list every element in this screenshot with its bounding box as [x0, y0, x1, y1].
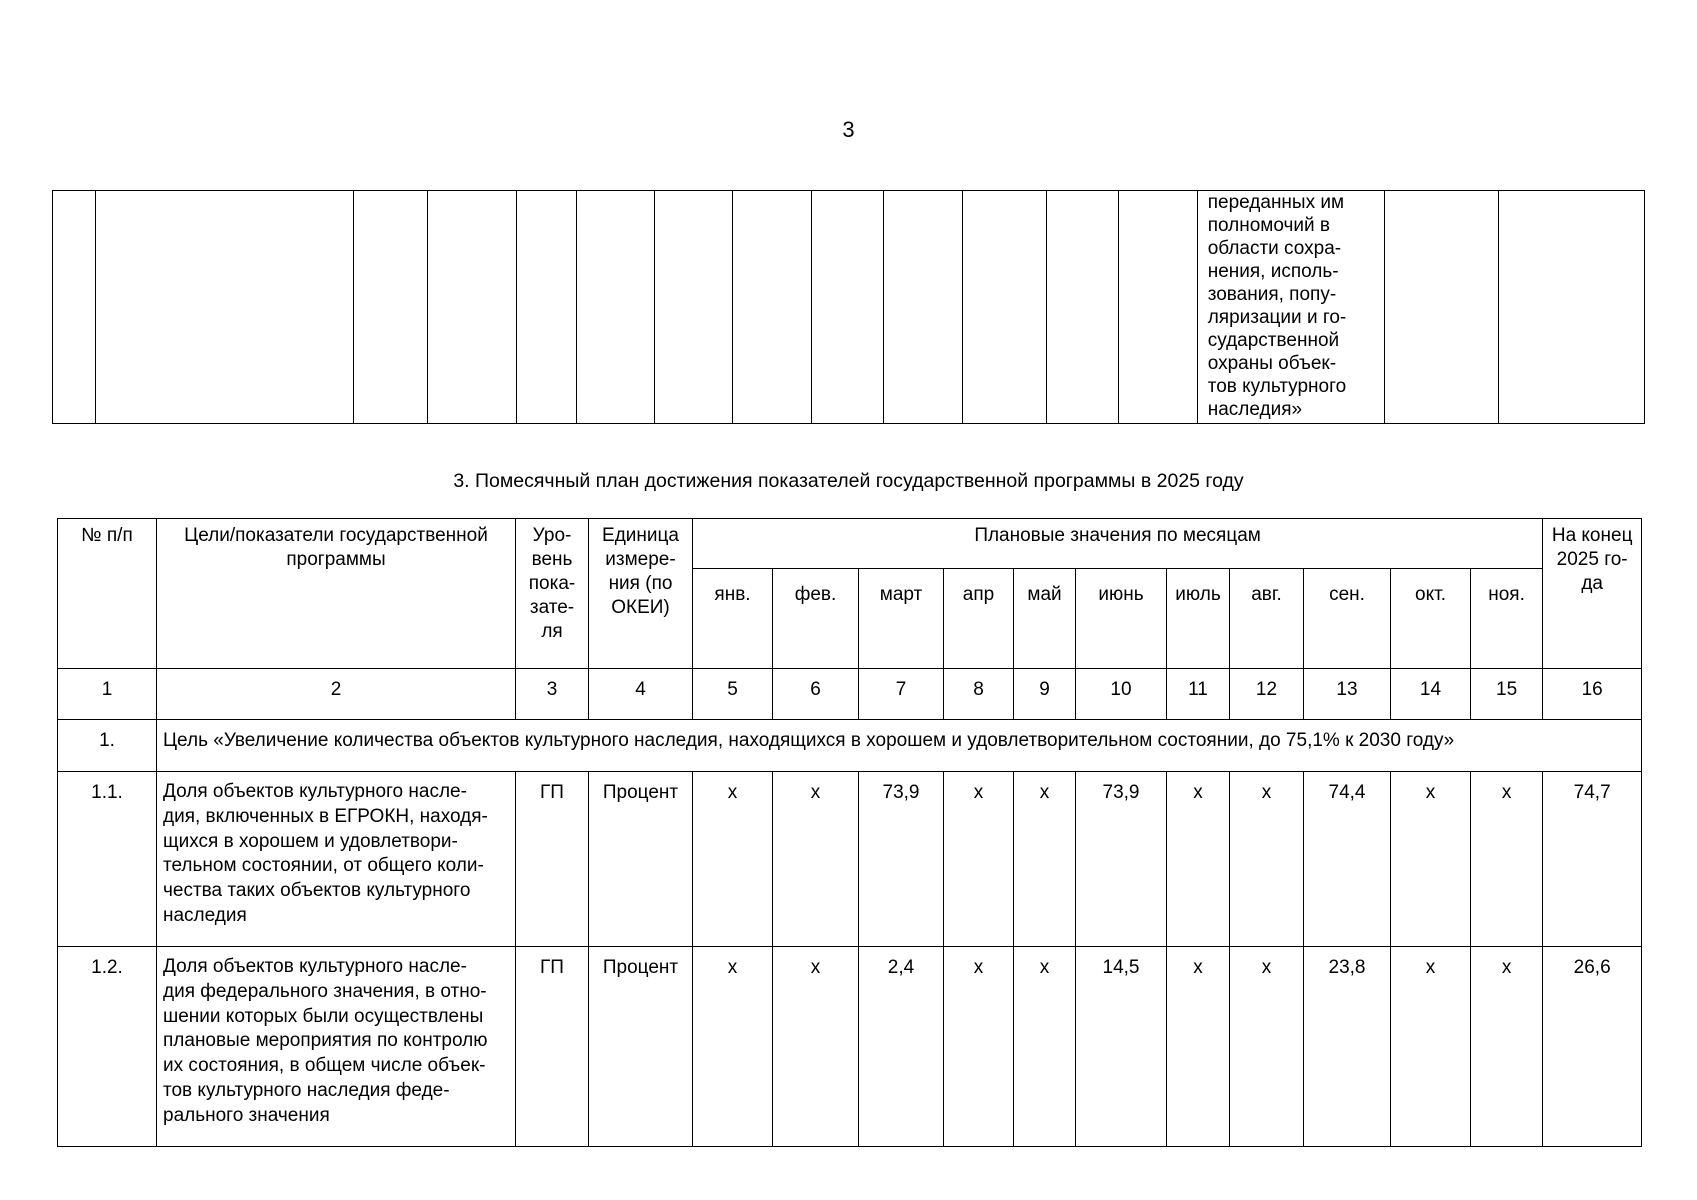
value-end: 74,7	[1543, 772, 1642, 947]
column-number: 10	[1076, 669, 1167, 720]
column-numbers-row	[58, 669, 1642, 720]
column-number: 1	[58, 669, 157, 720]
value-apr: х	[944, 772, 1014, 947]
value-oct: х	[1391, 947, 1471, 1147]
value-feb: х	[773, 947, 859, 1147]
month-jul: июль	[1167, 569, 1230, 669]
indicator-unit: Процент	[589, 772, 693, 947]
column-number: 14	[1391, 669, 1471, 720]
cont-cell	[1047, 191, 1119, 424]
cont-cell	[427, 191, 516, 424]
indicator-level: ГП	[516, 947, 589, 1147]
table-row	[58, 947, 1642, 1147]
month-nov: ноя.	[1471, 569, 1543, 669]
goal-number: 1.	[58, 720, 157, 772]
cont-cell	[732, 191, 811, 424]
goal-text: Цель «Увеличение количества объектов культурного наследия, находящихся в хорошем и удовлетворительном состоянии, до 75,1% к 2030 году»	[157, 720, 1642, 772]
value-jan: х	[693, 772, 773, 947]
header-unit: Единица измере- ния (по ОКЕИ)	[589, 519, 693, 669]
value-may: х	[1014, 772, 1076, 947]
column-number: 9	[1014, 669, 1076, 720]
column-number: 8	[944, 669, 1014, 720]
value-mar: 2,4	[859, 947, 944, 1147]
header-plan: Плановые значения по месяцам	[693, 519, 1543, 569]
row-number: 1.1.	[58, 772, 157, 947]
cont-cell	[53, 191, 96, 424]
goal-row	[58, 720, 1642, 772]
value-jul: х	[1167, 947, 1230, 1147]
value-jun: 14,5	[1076, 947, 1167, 1147]
value-feb: х	[773, 772, 859, 947]
column-number: 11	[1167, 669, 1230, 720]
cont-cell	[1385, 191, 1499, 424]
cont-cell	[517, 191, 577, 424]
header-end: На конец 2025 го- да	[1543, 519, 1642, 669]
column-number: 16	[1543, 669, 1642, 720]
indicator-name: Доля объектов культурного насле- дия федерального значения, в отно- шении которых были осуществлены плановые мероприятия по контролю их состояния, в общем числе объек- тов культурного наследия феде- рального значения	[157, 947, 516, 1147]
indicator-unit: Процент	[589, 947, 693, 1147]
table-row	[58, 772, 1642, 947]
value-aug: х	[1230, 947, 1304, 1147]
value-oct: х	[1391, 772, 1471, 947]
section-title: 3. Помесячный план достижения показателей государственной программы в 2025 году	[453, 470, 1244, 492]
header-goals: Цели/показатели государственной программы	[157, 519, 516, 669]
value-aug: х	[1230, 772, 1304, 947]
column-number: 13	[1304, 669, 1391, 720]
page-number: 3	[842, 117, 855, 142]
month-mar: март	[859, 569, 944, 669]
column-number: 4	[589, 669, 693, 720]
value-jun: 73,9	[1076, 772, 1167, 947]
month-jan: янв.	[693, 569, 773, 669]
value-mar: 73,9	[859, 772, 944, 947]
column-number: 2	[157, 669, 516, 720]
cont-cell	[811, 191, 884, 424]
month-may: май	[1014, 569, 1076, 669]
value-sep: 74,4	[1304, 772, 1391, 947]
column-number: 15	[1471, 669, 1543, 720]
value-jul: х	[1167, 772, 1230, 947]
cont-cell	[1118, 191, 1197, 424]
value-end: 26,6	[1543, 947, 1642, 1147]
value-sep: 23,8	[1304, 947, 1391, 1147]
value-nov: х	[1471, 772, 1543, 947]
indicator-name: Доля объектов культурного насле- дия, включенных в ЕГРОКН, находя- щихся в хорошем и удовлетвори- тельном состоянии, от общего коли- чества таких объектов культурного наследия	[157, 772, 516, 947]
cont-cell	[963, 191, 1047, 424]
cont-cell	[353, 191, 427, 424]
cont-cell	[1498, 191, 1644, 424]
continuation-table	[52, 190, 1645, 424]
column-number: 12	[1230, 669, 1304, 720]
month-apr: апр	[944, 569, 1014, 669]
value-may: х	[1014, 947, 1076, 1147]
column-number: 3	[516, 669, 589, 720]
cont-text-cell	[1197, 191, 1384, 424]
month-aug: авг.	[1230, 569, 1304, 669]
header-row	[58, 519, 1642, 569]
continuation-text: переданных им полномочий в области сохра- нения, исполь- зования, попу- ляризации и го- сударственной охраны объек- тов культурного наследия»	[1207, 192, 1347, 420]
value-jan: х	[693, 947, 773, 1147]
cont-cell	[96, 191, 354, 424]
month-oct: окт.	[1391, 569, 1471, 669]
header-level: Уро- вень пока- зате- ля	[516, 519, 589, 669]
cont-cell	[884, 191, 963, 424]
cont-cell	[576, 191, 654, 424]
indicator-level: ГП	[516, 772, 589, 947]
month-feb: фев.	[773, 569, 859, 669]
continuation-row	[53, 191, 1645, 424]
cont-cell	[654, 191, 732, 424]
month-jun: июнь	[1076, 569, 1167, 669]
column-number: 7	[859, 669, 944, 720]
value-apr: х	[944, 947, 1014, 1147]
monthly-plan-table	[57, 518, 1642, 1147]
row-number: 1.2.	[58, 947, 157, 1147]
header-num: № п/п	[58, 519, 157, 669]
column-number: 6	[773, 669, 859, 720]
column-number: 5	[693, 669, 773, 720]
value-nov: х	[1471, 947, 1543, 1147]
month-sep: сен.	[1304, 569, 1391, 669]
